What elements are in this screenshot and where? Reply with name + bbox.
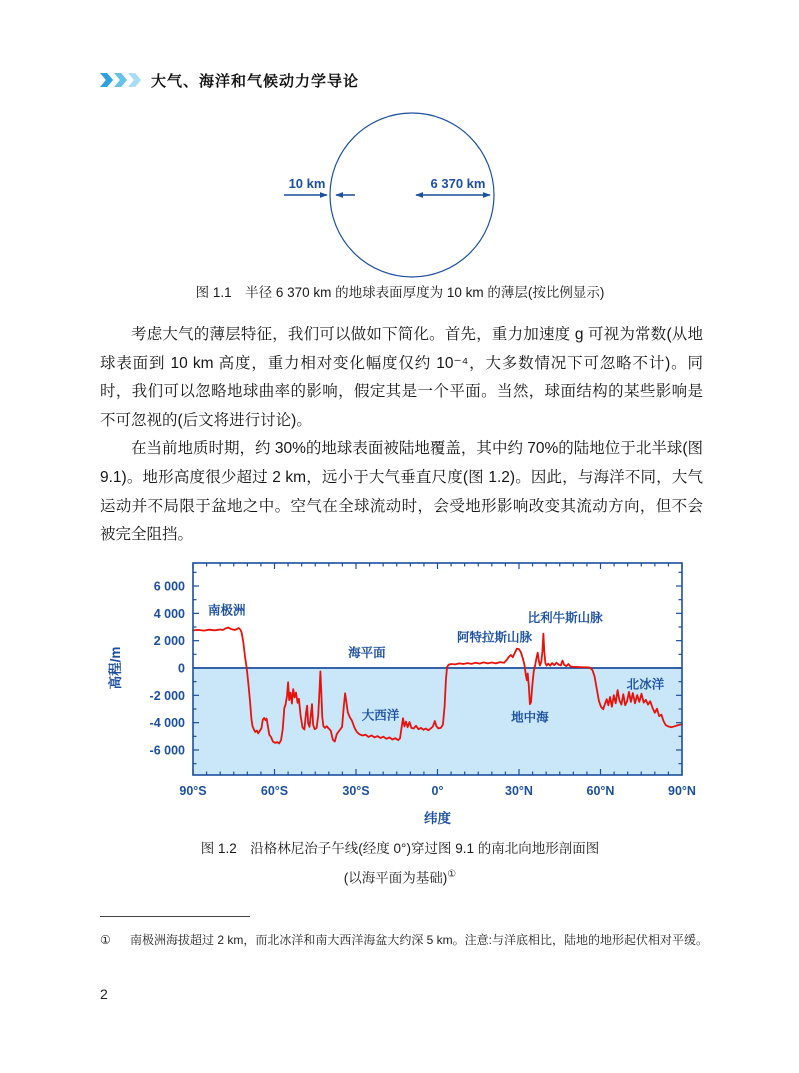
- x-tick-label: 0°: [431, 784, 444, 798]
- body-text: [100, 321, 703, 550]
- x-tick-label: 30°N: [505, 784, 533, 798]
- footnote-ref: ①: [447, 869, 457, 880]
- y-tick-label: -2 000: [149, 688, 185, 703]
- figure-1-2-caption-line1: 图 1.2 沿格林尼治子午线(经度 0°)穿过图 9.1 的南北向地形剖面图: [200, 841, 600, 856]
- y-axis-title: 高程/m: [108, 646, 123, 690]
- figure-1-2-caption: [100, 836, 700, 892]
- chevron-icon: [100, 73, 113, 87]
- chevrons-icon: [100, 73, 142, 87]
- x-tick-label: 90°N: [668, 784, 696, 798]
- y-tick-label: -4 000: [149, 716, 185, 731]
- x-tick-label: 90°S: [179, 784, 207, 798]
- figure-1-2-chart: [100, 555, 700, 833]
- figure-1-1-caption: 图 1.1 半径 6 370 km 的地球表面厚度为 10 km 的薄层(按比例显示): [195, 285, 605, 300]
- footnote: [100, 930, 708, 951]
- footnote-marker: ①: [100, 933, 111, 947]
- chart-annotation: 阿特拉斯山脉: [457, 630, 533, 645]
- chart-annotation: 南极洲: [207, 603, 246, 618]
- page-header: [100, 70, 359, 90]
- chart-annotation: 地中海: [511, 710, 549, 725]
- body-paragraph-1: 考虑大气的薄层特征，我们可以做如下简化。首先，重力加速度 g 可视为常数(从地球表面到 10 km 高度，重力相对变化幅度仅约 10⁻⁴，大多数情况下可忽略不计)。同时，我们可以忽略地球曲率的影响，假定其是一个平面。当然，球面结构的某些影响是不可忽视的(后文将进行讨论)。: [100, 326, 703, 429]
- y-tick-label: 4 000: [153, 606, 185, 621]
- x-axis-title: 纬度: [424, 811, 451, 826]
- x-tick-label: 60°S: [260, 784, 289, 798]
- footnote-divider: [100, 916, 250, 917]
- label-10km: 10 km: [288, 176, 326, 191]
- chart-annotation: 大西洋: [361, 708, 400, 723]
- body-paragraph-2: 在当前地质时期，约 30%的地球表面被陆地覆盖，其中约 70%的陆地位于北半球(图 9.1)。地形高度很少超过 2 km，远小于大气垂直尺度(图 1.2)。因此，与海洋不同，大气运动并不局限于盆地之中。空气在全球流动时，会受地形影响改变其流动方向，但不会被完全阻挡。: [100, 440, 703, 544]
- page-number: 2: [100, 986, 108, 1002]
- label-6370km: 6 370 km: [430, 176, 486, 191]
- chevron-icon: [114, 73, 127, 87]
- y-tick-label: -6 000: [149, 743, 185, 758]
- y-tick-label: 6 000: [153, 579, 185, 594]
- y-tick-label: 0: [178, 661, 185, 676]
- figure-1-2-caption-line2: (以海平面为基础)①: [343, 869, 457, 886]
- x-tick-label: 30°S: [342, 784, 370, 798]
- book-title: 大气、海洋和气候动力学导论: [151, 72, 360, 90]
- chart-annotation: 北冰洋: [626, 677, 665, 692]
- footnote-text: 南极洲海拔超过 2 km，而北冰洋和南大西洋海盆大约深 5 km。注意:与洋底相比，陆地的地形起伏相对平缓。: [130, 933, 709, 947]
- chart-annotation: 比利牛斯山脉: [527, 611, 603, 626]
- y-tick-label: 2 000: [153, 634, 185, 649]
- x-tick-label: 60°N: [586, 784, 615, 798]
- chart-annotation: 海平面: [348, 646, 386, 661]
- chevron-icon: [128, 73, 141, 87]
- figure-1-1-diagram: [270, 103, 570, 288]
